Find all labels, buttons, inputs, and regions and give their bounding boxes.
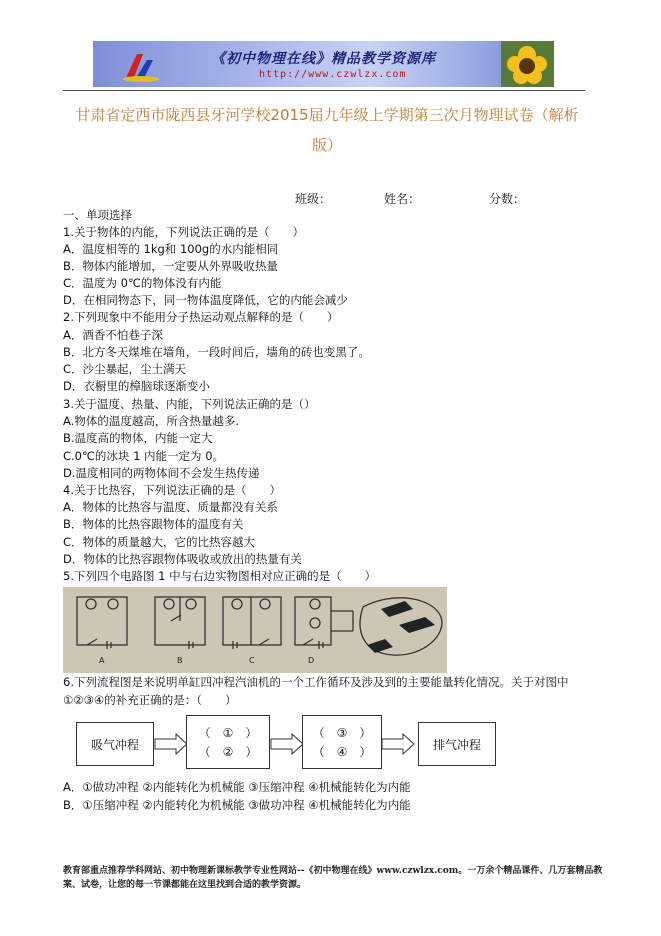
arrow-right-icon — [270, 733, 304, 755]
score-field-label: 分数： — [489, 192, 526, 206]
blank-4-label: （ ④ ） — [312, 745, 372, 759]
banner-title: 《初中物理在线》精品教学资源库 — [211, 51, 436, 67]
arrow-right-icon — [154, 733, 188, 755]
section-heading: 一、单项选择 — [63, 208, 132, 222]
question-line: B．物体的比热容跟物体的温度有关 — [63, 517, 244, 531]
answer-option: B．①压缩冲程 ②内能转化为机械能 ③做功冲程 ④机械能转化为内能 — [63, 798, 411, 812]
question-line: A．温度相等的 1kg和 100g的水内能相同 — [63, 242, 279, 256]
question-line: 5.下列四个电路图 1 中与右边实物图相对应正确的是（ ） — [63, 569, 377, 583]
class-field-label: 班级： — [295, 192, 332, 206]
question-line: C．物体的质量越大，它的比热容越大 — [63, 535, 256, 549]
answer-option: A．①做功冲程 ②内能转化为机械能 ③压缩冲程 ④机械能转化为内能 — [63, 780, 411, 794]
circuit-diagram-photo — [63, 587, 447, 673]
circuit-diagrams-icon — [63, 587, 447, 673]
question-line: 2.下列现象中不能用分子热运动观点解释的是（ ） — [63, 310, 339, 324]
page-title-line-2: 版） — [311, 136, 342, 154]
site-logo-icon — [121, 50, 161, 82]
question-line: 1.关于物体的内能，下列说法正确的是（ ） — [63, 225, 304, 239]
arrow-right-icon — [381, 733, 415, 755]
header-banner — [93, 41, 554, 87]
question-line: D．衣橱里的樟脑球逐渐变小 — [63, 379, 210, 393]
question-line: 4.关于比热容，下列说法正确的是（ ） — [63, 483, 281, 497]
question-line: A．物体的比热容与温度、质量都没有关系 — [63, 500, 278, 514]
page-title-line-1: 甘肃省定西市陇西县牙河学校2015届九年级上学期第三次月物理试卷（解析 — [75, 106, 579, 124]
banner-url: http://www.czwlzx.com — [259, 69, 407, 80]
question-line: B．北方冬天煤堆在墙角，一段时间后，墙角的砖也变黑了。 — [63, 345, 370, 359]
question-line: ①②③④的补充正确的是：（ ） — [63, 693, 237, 707]
question-line: C.0℃的冰块 1 内能一定为 0。 — [63, 449, 225, 463]
question-line: C．温度为 0℃的物体没有内能 — [63, 276, 222, 290]
question-line: D.温度相同的两物体间不会发生热传递 — [63, 466, 260, 480]
circuit-label-d: D — [308, 656, 315, 665]
exhaust-stroke-label: 排气冲程 — [432, 738, 481, 752]
question-line: 6.下列流程图是来说明单缸四冲程汽油机的一个工作循环及涉及到的主要能量转化情况。关于对图中 — [63, 675, 569, 689]
header-rule — [63, 90, 585, 91]
question-line: C．沙尘暴起，尘土满天 — [63, 362, 187, 376]
question-line: 3.关于温度、热量、内能，下列说法正确的是（） — [63, 397, 316, 411]
blank-3-label: （ ③ ） — [312, 726, 372, 740]
blank-1-label: （ ① ） — [198, 726, 258, 740]
question-line: B.温度高的物体，内能一定大 — [63, 431, 213, 445]
page-footer: 教育部重点推荐学科网站、初中物理新课标教学专业性网站--《初中物理在线》www.czwlzx.com。一万余个精品课件、几万套精品教案、试卷，让您的每一节课都能在这里找到合适的教学资源。 — [63, 866, 603, 890]
question-line: D．物体的比热容跟物体吸收或放出的热量有关 — [63, 552, 302, 566]
blank-2-label: （ ② ） — [198, 745, 258, 759]
intake-stroke-label: 吸气冲程 — [90, 738, 139, 752]
name-field-label: 姓名： — [384, 192, 421, 206]
question-line: A.物体的温度越高，所含热量越多. — [63, 414, 239, 428]
sunflower-icon — [501, 41, 554, 87]
stroke-box-3-4 — [302, 715, 382, 769]
question-line: B．物体内能增加，一定要从外界吸收热量 — [63, 259, 278, 273]
question-line: D．在相同物态下，同一物体温度降低，它的内能会减少 — [63, 293, 348, 307]
stroke-box-1-2 — [186, 715, 270, 769]
circuit-label-a: A — [99, 656, 105, 665]
circuit-label-b: B — [177, 656, 183, 665]
circuit-label-c: C — [249, 656, 255, 665]
exhaust-stroke-box — [418, 722, 496, 766]
page-title — [62, 100, 592, 160]
intake-stroke-box — [76, 722, 154, 766]
question-line: A．酒香不怕巷子深 — [63, 328, 163, 342]
